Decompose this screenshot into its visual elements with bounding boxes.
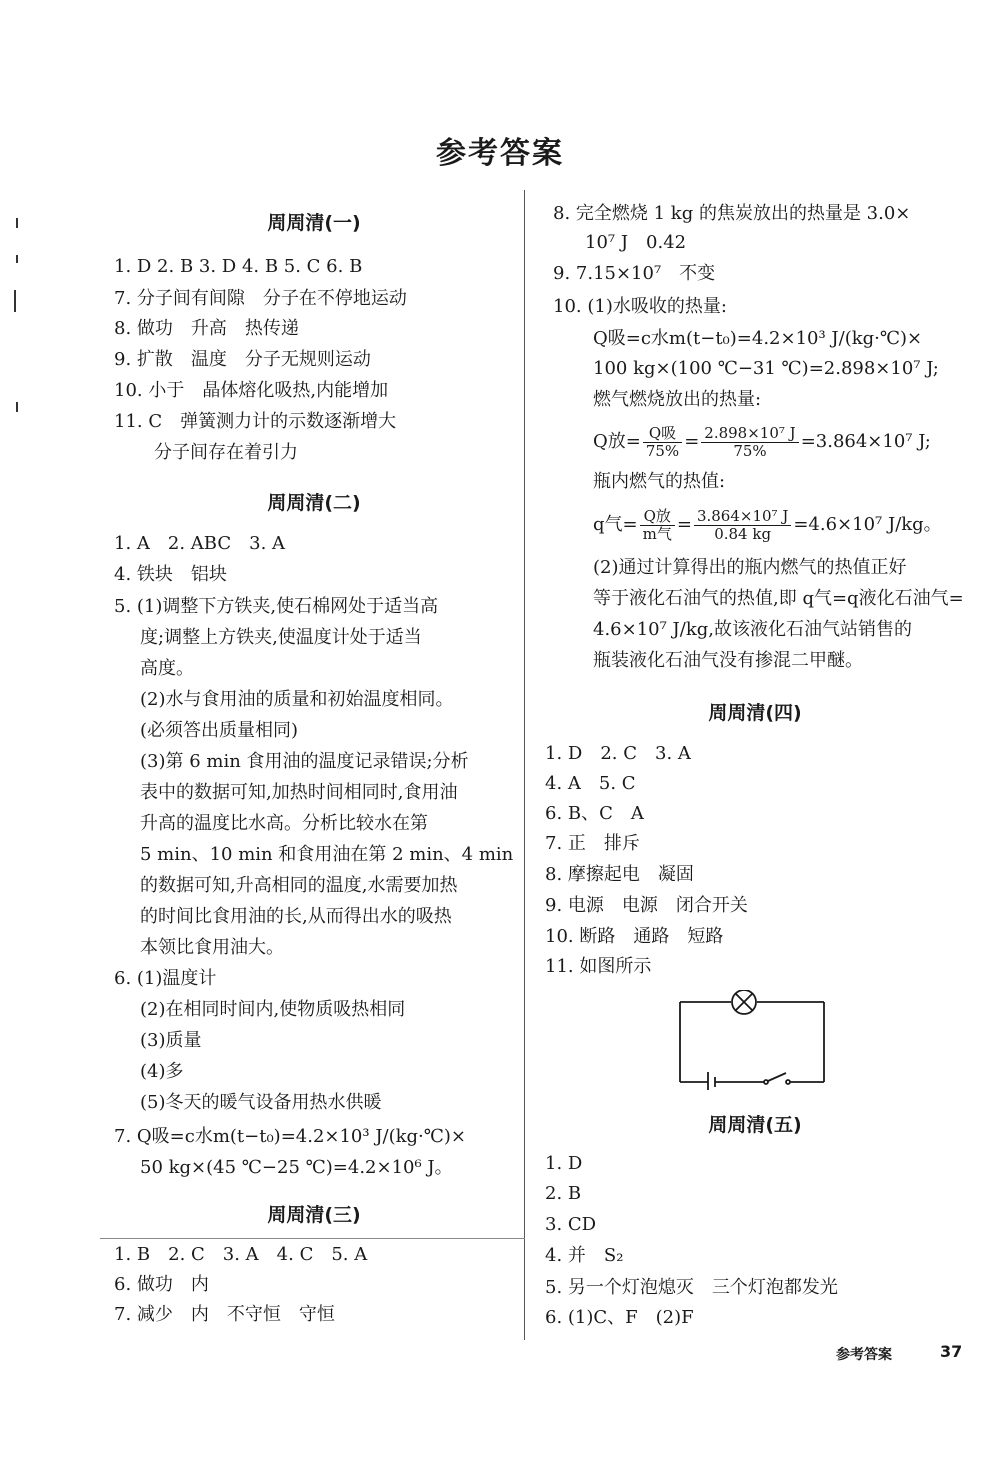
- answer-line: (2)在相同时间内,使物质吸热相同: [140, 999, 406, 1020]
- answer-line: 7. 分子间有间隙 分子在不停地运动: [114, 288, 407, 309]
- answer-line: 1. B 2. C 3. A 4. C 5. A: [114, 1244, 368, 1265]
- answer-line: 10. 小于 晶体熔化吸热,内能增加: [114, 380, 389, 401]
- answer-line: 分子间存在着引力: [154, 442, 298, 463]
- answer-line: 11. 如图所示: [545, 956, 652, 977]
- answer-line: 9. 7.15×10⁷ 不变: [553, 263, 716, 284]
- margin-mark: [16, 255, 18, 263]
- switch-contact: [786, 1080, 790, 1084]
- answer-line: 6. (1)温度计: [114, 968, 217, 989]
- section-title-1: 周周清(一): [267, 212, 361, 234]
- answer-line: 1. D 2. C 3. A: [545, 743, 691, 764]
- answer-line: (2)通过计算得出的瓶内燃气的热值正好: [593, 557, 907, 578]
- answer-line: 11. C 弹簧测力计的示数逐渐增大: [114, 411, 397, 432]
- switch-icon: [768, 1073, 786, 1081]
- answer-line: 7. 减少 内 不守恒 守恒: [114, 1304, 335, 1325]
- answer-line: 8. 做功 升高 热传递: [114, 318, 299, 339]
- answer-line: 等于液化石油气的热值,即 q气=q液化石油气=: [593, 588, 964, 609]
- left-column: [114, 0, 514, 1471]
- answer-line: 9. 扩散 温度 分子无规则运动: [114, 349, 371, 370]
- answer-line: 9. 电源 电源 闭合开关: [545, 895, 748, 916]
- section-title-2: 周周清(二): [267, 492, 361, 514]
- answer-line: 瓶装液化石油气没有掺混二甲醚。: [593, 650, 863, 671]
- answer-line: 6. 做功 内: [114, 1274, 209, 1295]
- margin-mark: [16, 218, 18, 228]
- formula-q-released: Q放= $\frac{\text{Q吸}}{75\%}$ = $\frac{\text{2.898×10⁷ J}}{75\%}$ =3.864×10⁷ J;: [593, 423, 931, 460]
- answer-line: 4. 铁块 铝块: [114, 564, 227, 585]
- answer-line: 50 kg×(45 ℃−25 ℃)=4.2×10⁶ J。: [140, 1157, 453, 1178]
- section-title-3: 周周清(三): [267, 1204, 361, 1226]
- answer-line: 10⁷ J 0.42: [585, 232, 687, 253]
- fraction: $\frac{\text{2.898×10⁷ J}}{75\%}$: [701, 425, 798, 460]
- answer-line: 8. 摩擦起电 凝固: [545, 864, 694, 885]
- right-column: [545, 0, 965, 1471]
- answer-line: 4. 并 S₂: [545, 1245, 624, 1266]
- answer-line: 1. D 2. B 3. D 4. B 5. C 6. B: [114, 256, 363, 277]
- answer-line: 5. (1)调整下方铁夹,使石棉网处于适当高: [114, 596, 439, 617]
- margin-mark: [14, 290, 16, 312]
- answer-line: 2. B: [545, 1183, 582, 1204]
- fraction: $\frac{\text{Q放}}{\text{m气}}$: [640, 508, 675, 543]
- fraction: $\frac{\text{Q吸}}{75\%}$: [643, 425, 682, 460]
- answer-line: 10. 断路 通路 短路: [545, 926, 724, 947]
- answer-line: 本领比食用油大。: [140, 937, 284, 958]
- answer-line: 4. A 5. C: [545, 773, 636, 794]
- answer-line: (必须答出质量相同): [140, 720, 299, 741]
- answer-line: 7. Q吸=c水m(t−t₀)=4.2×10³ J/(kg·℃)×: [114, 1126, 467, 1147]
- switch-contact: [764, 1080, 768, 1084]
- circuit-diagram: [678, 990, 828, 1090]
- section-title-5: 周周清(五): [708, 1114, 802, 1136]
- column-divider: [524, 190, 525, 1340]
- page-number: 37: [940, 1342, 963, 1361]
- answer-line: 5. 另一个灯泡熄灭 三个灯泡都发光: [545, 1277, 838, 1298]
- answer-line: (4)多: [140, 1061, 184, 1082]
- answer-line: 4.6×10⁷ J/kg,故该液化石油气站销售的: [593, 619, 912, 640]
- footer-label: 参考答案: [836, 1347, 892, 1363]
- margin-mark: [16, 402, 18, 412]
- answer-line: 瓶内燃气的热值:: [593, 471, 726, 492]
- page-title: 参考答案: [436, 136, 564, 171]
- answer-line: 的数据可知,升高相同的温度,水需要加热: [140, 875, 458, 896]
- answer-line: Q吸=c水m(t−t₀)=4.2×10³ J/(kg·℃)×: [593, 328, 923, 349]
- answer-line: 8. 完全燃烧 1 kg 的焦炭放出的热量是 3.0×: [553, 203, 911, 224]
- answer-line: 燃气燃烧放出的热量:: [593, 389, 762, 410]
- answer-line: 7. 正 排斥: [545, 833, 640, 854]
- answer-line: 10. (1)水吸收的热量:: [553, 296, 727, 317]
- section-title-4: 周周清(四): [708, 702, 802, 724]
- answer-line: 5 min、10 min 和食用油在第 2 min、4 min: [140, 844, 514, 865]
- answer-line: (5)冬天的暖气设备用热水供暖: [140, 1092, 382, 1113]
- answer-line: (3)第 6 min 食用油的温度记录错误;分析: [140, 751, 469, 772]
- answer-line: 表中的数据可知,加热时间相同时,食用油: [140, 782, 458, 803]
- answer-line: 1. D: [545, 1153, 583, 1174]
- answer-line: 高度。: [140, 658, 194, 679]
- answer-line: 度;调整上方铁夹,使温度计处于适当: [140, 627, 422, 648]
- formula-heat-value: q气= $\frac{\text{Q放}}{\text{m气}}$ = $\frac{\text{3.864×10⁷ J}}{0.84 kg}$ =4.6×10⁷ J/kg。: [593, 506, 942, 543]
- answer-line: 的时间比食用油的长,从而得出水的吸热: [140, 906, 452, 927]
- answer-line: (2)水与食用油的质量和初始温度相同。: [140, 689, 454, 710]
- answer-line: 6. B、C A: [545, 803, 644, 824]
- answer-line: 6. (1)C、F (2)F: [545, 1307, 694, 1328]
- answer-line: 3. CD: [545, 1214, 597, 1235]
- answer-line: (3)质量: [140, 1030, 202, 1051]
- fraction: $\frac{\text{3.864×10⁷ J}}{0.84 kg}$: [694, 508, 791, 543]
- answer-line: 升高的温度比水高。分析比较水在第: [140, 813, 428, 834]
- answer-line: 1. A 2. ABC 3. A: [114, 533, 286, 554]
- answer-line: 100 kg×(100 ℃−31 ℃)=2.898×10⁷ J;: [593, 358, 939, 379]
